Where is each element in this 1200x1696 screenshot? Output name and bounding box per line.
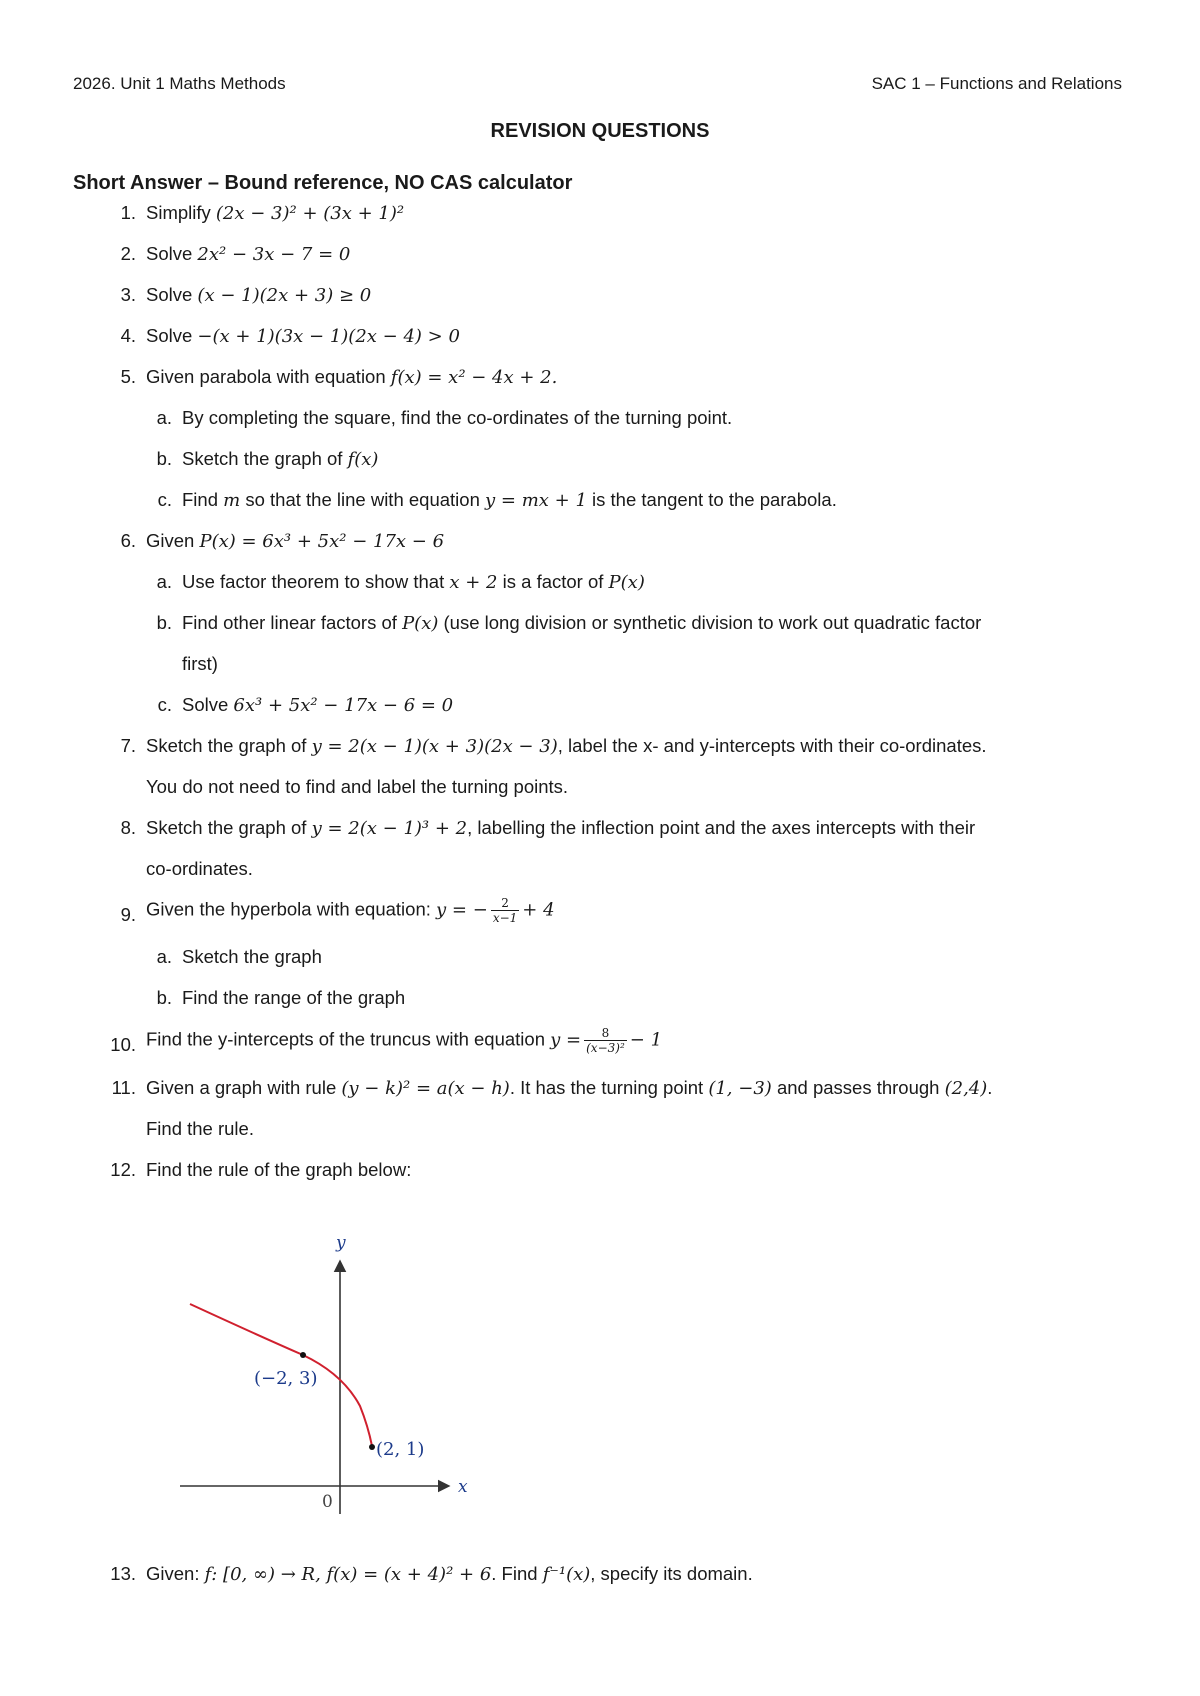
question-text: and passes through — [776, 1077, 940, 1098]
math-expression: m — [223, 490, 241, 511]
question-text: Find other linear factors of — [182, 612, 397, 633]
question-5b — [156, 446, 379, 473]
math-expression: y = 2(x − 1)(x + 3)(2x − 3) — [311, 736, 558, 757]
question-9b — [156, 985, 406, 1011]
question-8 — [120, 815, 976, 842]
question-text: co-ordinates. — [146, 858, 253, 879]
question-text: Find the rule of the graph below: — [146, 1159, 412, 1180]
question-text: Sketch the graph of — [146, 817, 307, 838]
question-text: Find the rule. — [146, 1118, 254, 1139]
math-expression: 6x³ + 5x² − 17x − 6 = 0 — [233, 695, 454, 716]
math-expression: y = — [550, 1029, 582, 1051]
question-text: , label the x- and y-intercepts with their co-ordinates. — [557, 735, 987, 756]
question-9a — [156, 944, 322, 970]
question-number: 7. — [120, 735, 136, 756]
question-6b-continued — [182, 651, 218, 677]
part-letter: b. — [156, 448, 172, 469]
question-text: Given parabola with equation — [146, 366, 386, 387]
question-text: Find — [182, 489, 218, 510]
math-expression: P(x) — [608, 572, 645, 593]
math-expression: 2x² − 3x − 7 = 0 — [197, 244, 351, 265]
question-text: Given a graph with rule — [146, 1077, 337, 1098]
math-expression: y = mx + 1 — [485, 490, 587, 511]
math-expression: (2,4) — [944, 1078, 988, 1099]
math-expression: f: [0, ∞) → R, f(x) = (x + 4)² + 6 — [204, 1564, 492, 1585]
question-text: Sketch the graph of — [146, 735, 307, 756]
math-expression: f⁻¹(x) — [542, 1564, 591, 1585]
function-graph — [180, 1226, 480, 1516]
question-number: 5. — [120, 366, 136, 387]
question-text: You do not need to find and label the turning points. — [146, 776, 569, 797]
question-text: . It has the turning point — [509, 1077, 704, 1098]
question-text: Solve — [182, 694, 229, 715]
question-number: 3. — [120, 284, 136, 305]
fraction — [491, 896, 519, 925]
math-expression: (x − 1)(2x + 3) ≥ 0 — [197, 285, 372, 306]
part-letter: b. — [156, 987, 172, 1008]
question-6b — [156, 610, 982, 637]
point-label: (2, 1) — [376, 1439, 425, 1460]
question-text: Find the y-intercepts of the truncus with equation — [146, 1028, 545, 1050]
question-text: is a factor of — [502, 571, 604, 592]
fraction-denominator: (x−3)² — [586, 1041, 625, 1055]
header-assessment: SAC 1 – Functions and Relations — [871, 74, 1122, 93]
question-number: 9. — [120, 904, 136, 925]
part-letter: b. — [156, 612, 172, 633]
question-text: Sketch the graph of — [182, 448, 343, 469]
question-number: 11. — [111, 1077, 136, 1098]
question-text: first) — [182, 653, 218, 674]
math-expression: f(x) = x² − 4x + 2. — [390, 367, 558, 388]
point-marker — [300, 1352, 306, 1358]
x-axis-label: x — [458, 1477, 468, 1497]
question-4 — [120, 323, 460, 350]
fraction-numerator: 8 — [601, 1026, 610, 1040]
question-number: 8. — [120, 817, 136, 838]
section-subtitle: Short Answer – Bound reference, NO CAS calculator — [73, 172, 573, 194]
question-13 — [110, 1561, 753, 1588]
part-letter: c. — [157, 489, 172, 510]
math-expression: (2x − 3)² + (3x + 1)² — [215, 203, 405, 224]
math-expression: − 1 — [629, 1029, 663, 1051]
question-10 — [110, 1026, 663, 1055]
question-number: 4. — [120, 325, 136, 346]
question-text: Given the hyperbola with equation: — [146, 898, 431, 920]
question-number: 10. — [110, 1034, 136, 1055]
question-text: Given — [146, 530, 195, 551]
point-marker — [369, 1444, 375, 1450]
question-11-continued — [146, 1116, 254, 1142]
part-letter: a. — [156, 407, 172, 428]
question-text: Solve — [146, 243, 193, 264]
page-title: REVISION QUESTIONS — [490, 120, 710, 142]
question-2 — [120, 241, 351, 268]
question-text: so that the line with equation — [245, 489, 480, 510]
question-text: Given: — [146, 1563, 200, 1584]
question-text: Find the range of the graph — [182, 987, 406, 1008]
question-9 — [120, 896, 555, 925]
question-5a — [156, 405, 733, 431]
question-1 — [120, 200, 405, 227]
y-axis-label: y — [336, 1233, 346, 1253]
question-number: 1. — [120, 202, 136, 223]
question-6a — [156, 569, 645, 596]
question-text: , specify its domain. — [590, 1563, 753, 1584]
question-number: 6. — [120, 530, 136, 551]
fraction-denominator: x−1 — [492, 911, 518, 925]
question-text: Solve — [146, 284, 193, 305]
question-number: 13. — [110, 1563, 136, 1584]
math-expression: −(x + 1)(3x − 1)(2x − 4) > 0 — [197, 326, 460, 347]
question-7-continued — [146, 774, 568, 800]
question-text: (use long division or synthetic division to work out quadratic factor — [443, 612, 982, 633]
math-expression: (1, −3) — [708, 1078, 772, 1099]
fraction — [584, 1026, 627, 1055]
part-letter: a. — [156, 946, 172, 967]
question-5c — [157, 487, 837, 514]
question-text: is the tangent to the parabola. — [592, 489, 837, 510]
math-expression: y = − — [436, 899, 488, 921]
origin-label: 0 — [322, 1492, 333, 1512]
question-text: . — [987, 1077, 993, 1098]
header-course: 2026. Unit 1 Maths Methods — [73, 74, 286, 93]
question-text: Simplify — [146, 202, 211, 223]
point-label: (−2, 3) — [254, 1368, 318, 1389]
question-3 — [120, 282, 372, 309]
question-text: Sketch the graph — [182, 946, 322, 967]
question-text: , labelling the inflection point and the axes intercepts with their — [467, 817, 976, 838]
fraction-numerator: 2 — [501, 896, 509, 910]
math-expression: + 4 — [522, 899, 555, 921]
question-7 — [120, 733, 987, 760]
math-expression: P(x) — [402, 613, 439, 634]
question-6c — [157, 692, 454, 719]
part-letter: a. — [156, 571, 172, 592]
math-expression: y = 2(x − 1)³ + 2 — [311, 818, 468, 839]
math-expression: f(x) — [347, 449, 379, 470]
question-text: Use factor theorem to show that — [182, 571, 445, 592]
question-5 — [120, 364, 558, 391]
question-number: 2. — [120, 243, 136, 264]
question-text: Solve — [146, 325, 193, 346]
question-6 — [120, 528, 445, 555]
question-number: 12. — [110, 1159, 136, 1180]
question-text: . Find — [491, 1563, 538, 1584]
math-expression: (y − k)² = a(x − h) — [341, 1078, 510, 1099]
question-11 — [111, 1075, 993, 1102]
question-text: By completing the square, find the co-ordinates of the turning point. — [182, 407, 733, 428]
math-expression: x + 2 — [449, 572, 498, 593]
question-8-continued — [146, 856, 253, 882]
part-letter: c. — [157, 694, 172, 715]
math-expression: P(x) = 6x³ + 5x² − 17x − 6 — [199, 531, 445, 552]
question-12 — [110, 1157, 412, 1183]
